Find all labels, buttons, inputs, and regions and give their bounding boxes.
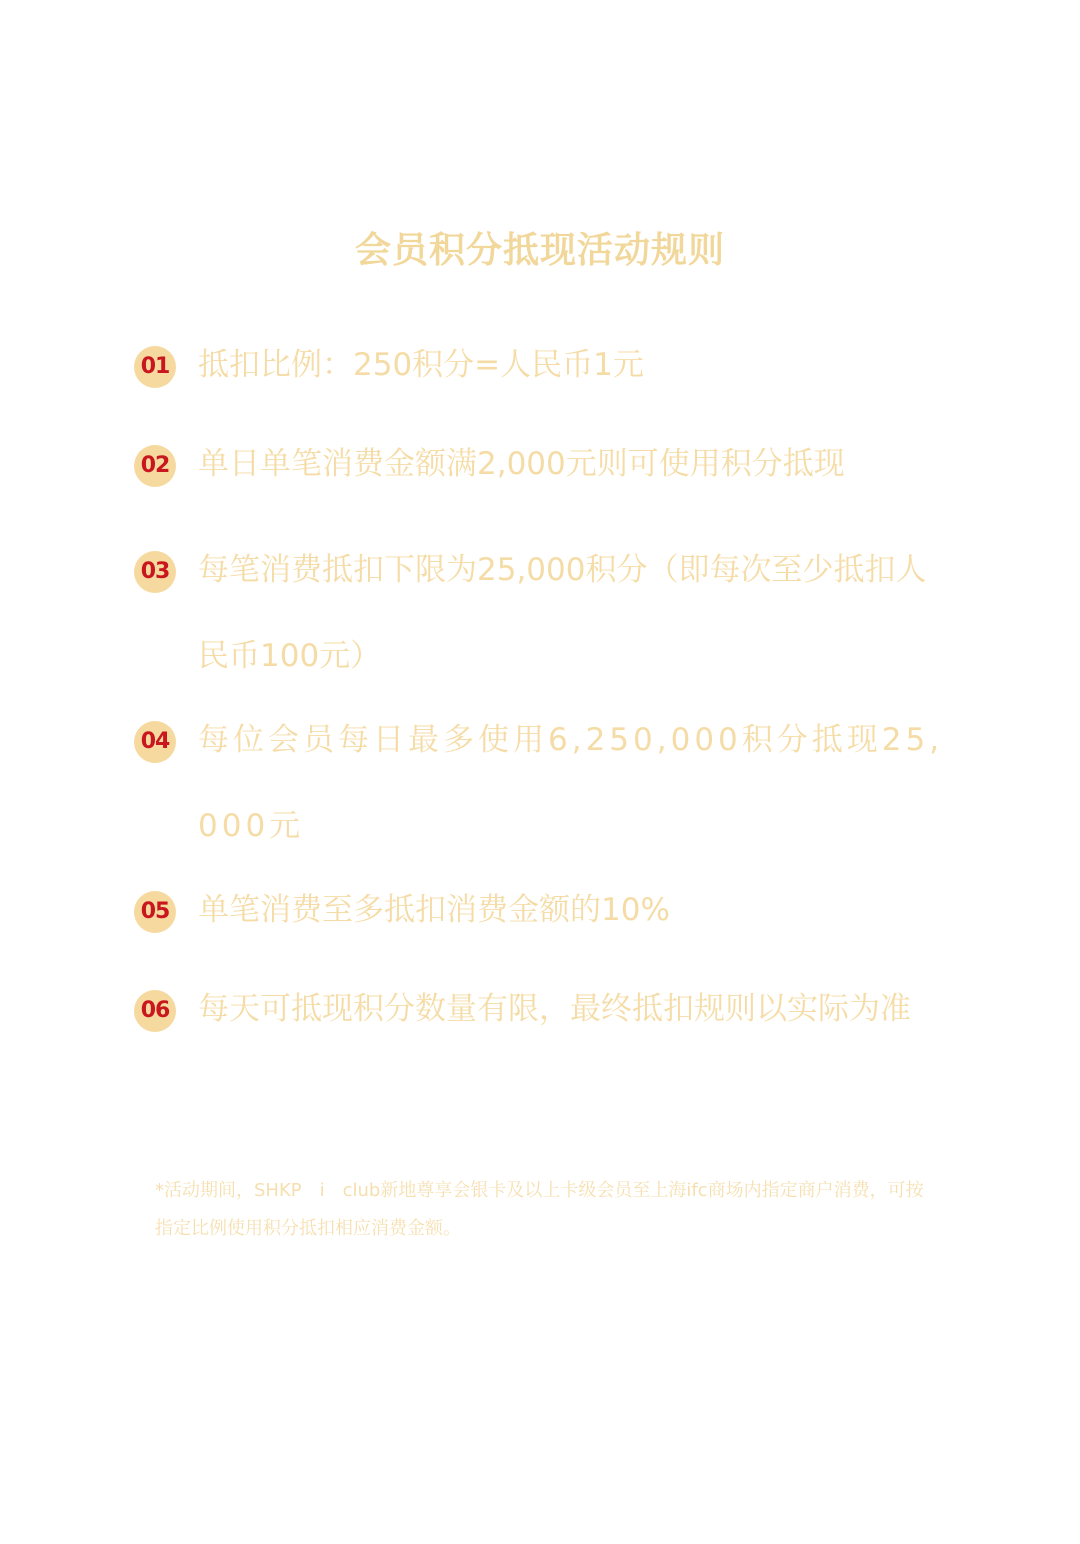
footnote: *活动期间，SHKP i club新地尊享会银卡及以上卡级会员至上海ifc商场内指定商户消费，可按指定比例使用积分抵扣相应消费金额。	[155, 1180, 924, 1239]
rule-text: 单笔消费至多抵扣消费金额的10%	[198, 892, 670, 928]
rule-number-badge: 05	[134, 891, 176, 933]
rule-number-badge: 02	[134, 445, 176, 487]
rule-text: 单日单笔消费金额满2,000元则可使用积分抵现	[198, 446, 845, 482]
rule-number-badge: 06	[134, 990, 176, 1032]
rule-text: 抵扣比例：250积分=人民币1元	[198, 347, 644, 383]
rule-text: 每天可抵现积分数量有限，最终抵扣规则以实际为准	[198, 991, 911, 1027]
rule-number-badge: 03	[134, 551, 176, 593]
rule-text: 每位会员每日最多使用6,250,000积分抵现25,000元	[198, 722, 944, 844]
rule-text: 每笔消费抵扣下限为25,000积分（即每次至少抵扣人民币100元）	[198, 552, 927, 674]
rule-number-badge: 01	[134, 346, 176, 388]
rule-number-badge: 04	[134, 721, 176, 763]
page-title: 会员积分抵现活动规则	[354, 230, 725, 271]
